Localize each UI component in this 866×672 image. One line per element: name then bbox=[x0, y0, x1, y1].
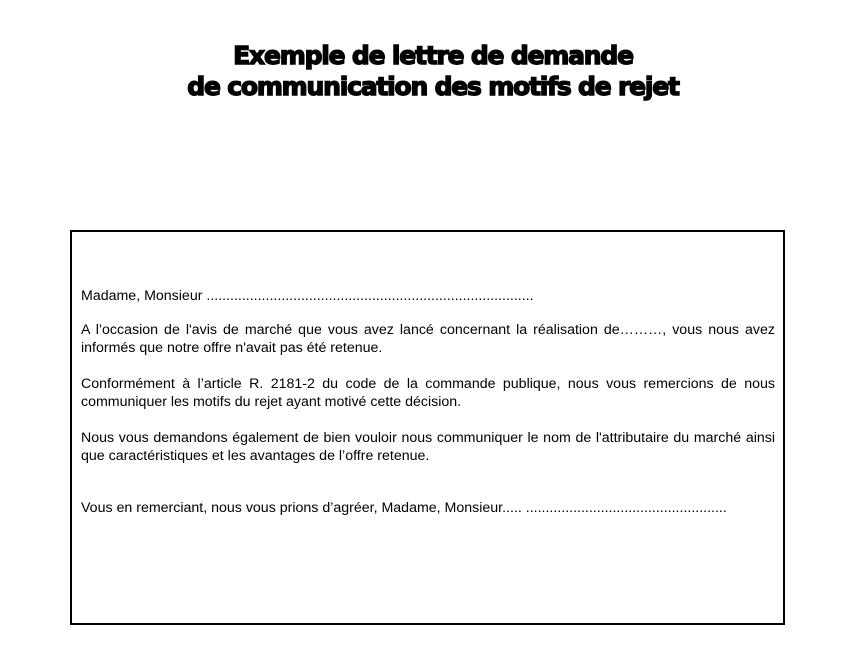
letter-closing: Vous en remerciant, nous vous prions d’agréer, Madame, Monsieur..... ................................................... bbox=[81, 500, 727, 516]
letter-paragraph-3: Nous vous demandons également de bien vouloir nous communiquer le nom de l'attributaire du marché ainsi que caractéristiques et les avantages de l’offre retenue. bbox=[81, 430, 775, 464]
letter-body bbox=[81, 287, 775, 517]
title-line-2: de communication des motifs de rejet bbox=[187, 72, 679, 101]
letter-paragraph-1: A l’occasion de l'avis de marché que vous avez lancé concernant la réalisation de………, vous nous avez informés que notre offre n'avait pas été retenue. bbox=[81, 322, 775, 356]
document-title bbox=[0, 40, 866, 102]
title-line-1: Exemple de lettre de demande bbox=[233, 41, 633, 70]
letter-salutation: Madame, Monsieur ................................................................................... bbox=[81, 288, 534, 304]
letter-paragraph-2: Conformément à l’article R. 2181-2 du code de la commande publique, nous vous remercions de nous communiquer les motifs du rejet ayant motivé cette décision. bbox=[81, 376, 775, 410]
letter-frame bbox=[70, 230, 785, 625]
